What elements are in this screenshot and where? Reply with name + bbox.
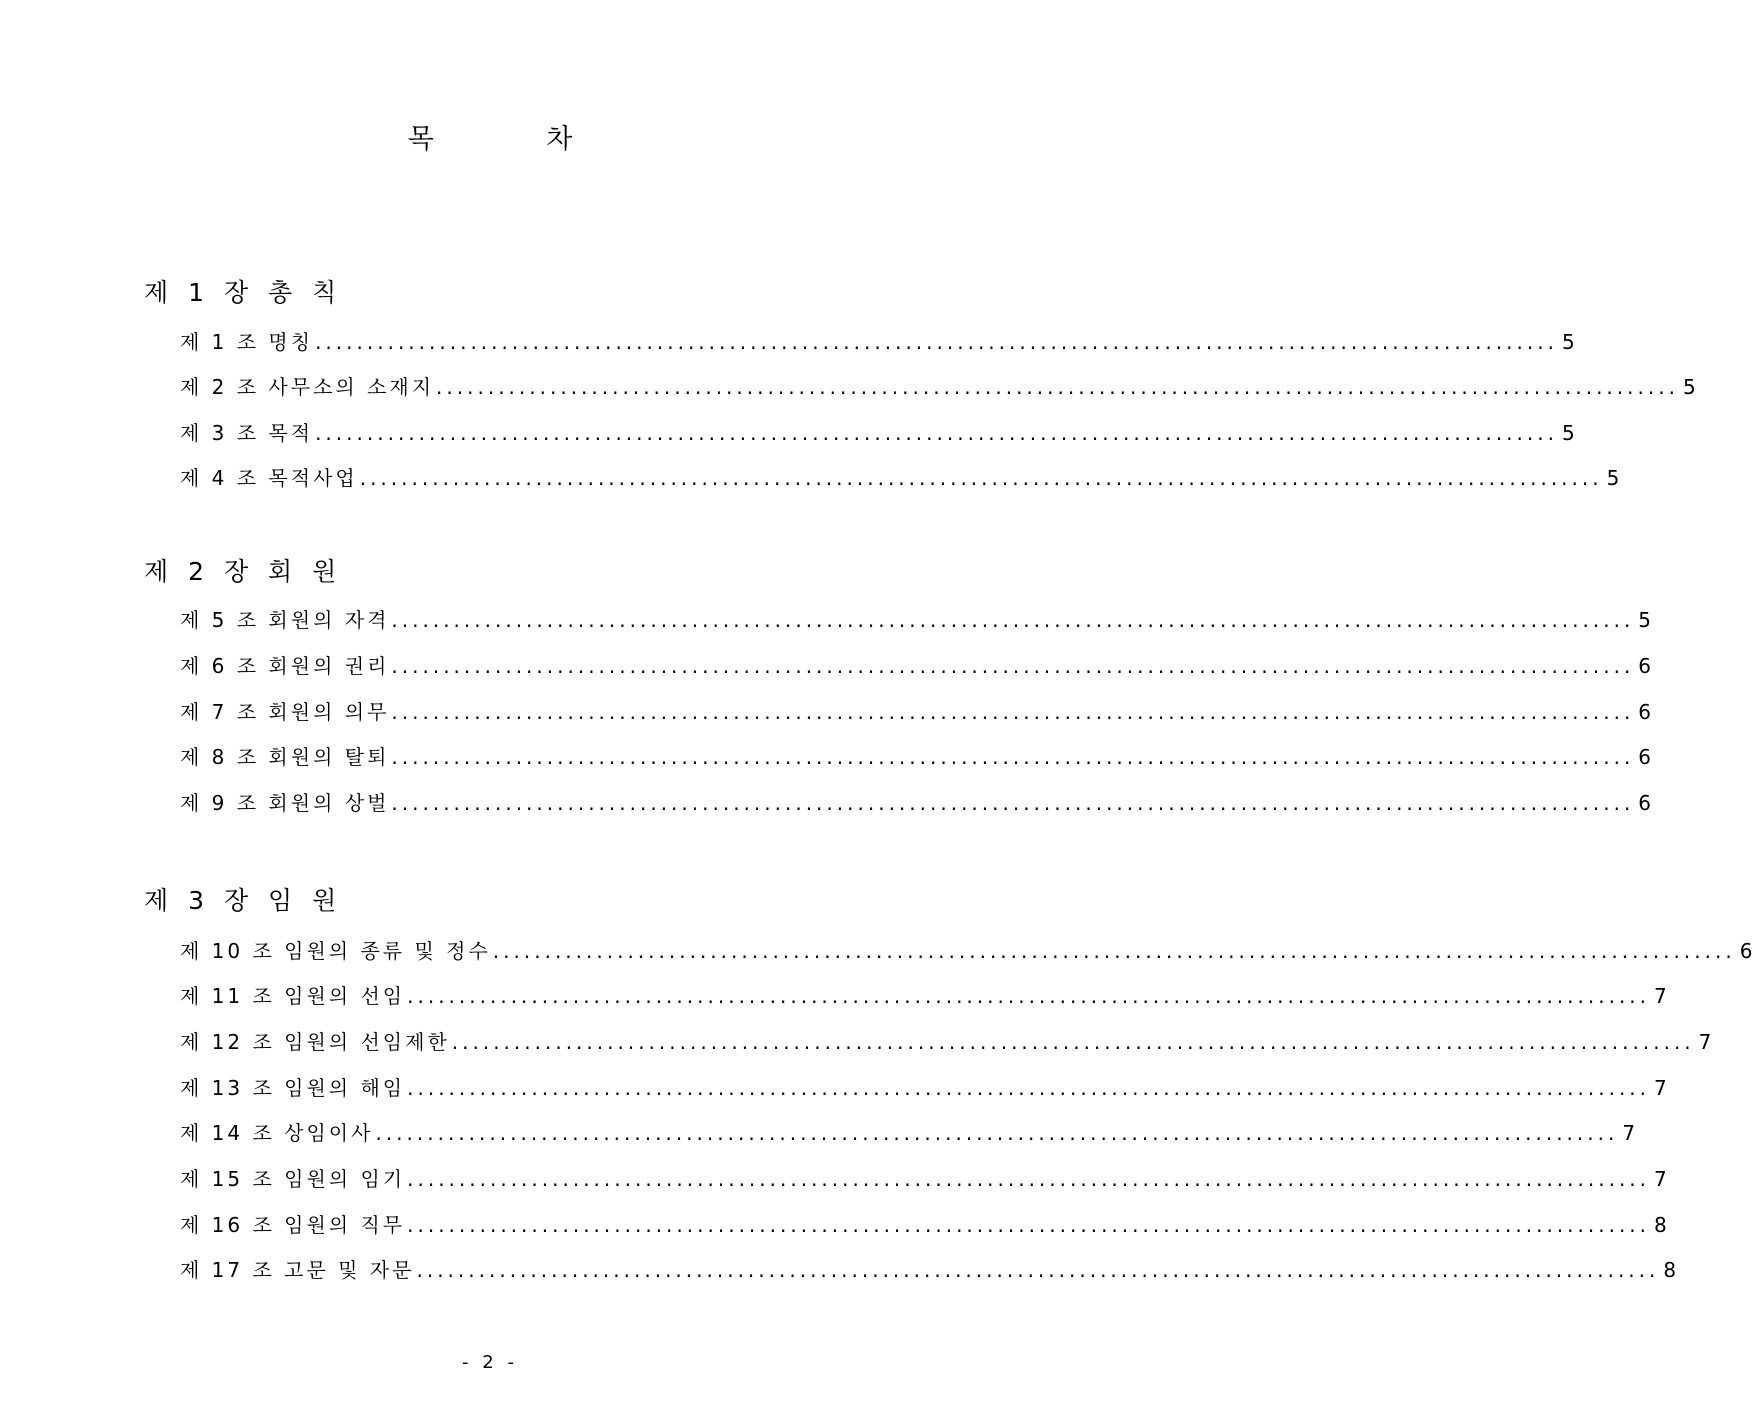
toc-entry[interactable] [180,606,1652,634]
dot-leader: ........................................................................................................................ [407,1076,1651,1100]
toc-entry-page: 7 [1654,1167,1667,1191]
toc-entry-label: 제 9 조 회원의 상벌 [180,791,390,815]
toc-entry-page: 6 [1638,654,1652,678]
dot-leader: ........................................................................................................................ [391,745,1635,769]
toc-entry-label: 제 5 조 회원의 자격 [180,608,390,632]
toc-entry-label: 제 3 조 목적 [180,421,314,445]
dot-leader: ........................................................................................................................ [436,375,1679,399]
toc-entry-label: 제 4 조 목적사업 [180,466,358,490]
toc-entry[interactable] [180,1028,1712,1056]
toc-entry[interactable] [180,373,1696,401]
dot-leader: ........................................................................................................................ [315,330,1558,354]
toc-entry[interactable] [180,1211,1667,1239]
toc-entry-page: 7 [1654,984,1667,1008]
toc-entry-page: 5 [1638,608,1652,632]
chapter-heading-3: 제 3 장 임 원 [144,886,343,915]
toc-entry[interactable] [180,419,1575,447]
toc-entry[interactable] [180,1074,1667,1102]
toc-entry[interactable] [180,982,1667,1010]
toc-entry-label: 제 11 조 임원의 선임 [180,984,406,1008]
toc-entry[interactable] [180,743,1652,771]
toc-entry[interactable] [180,1256,1677,1284]
chapter-heading-2: 제 2 장 회 원 [144,557,343,586]
toc-entry-page: 8 [1663,1258,1677,1282]
dot-leader: ........................................................................................................................ [359,466,1603,490]
toc-entry-label: 제 12 조 임원의 선임제한 [180,1030,450,1054]
dot-leader: ........................................................................................................................ [407,1167,1651,1191]
toc-entry[interactable] [180,464,1620,492]
toc-entry[interactable] [180,652,1652,680]
toc-entry[interactable] [180,1119,1636,1147]
toc-entry-label: 제 10 조 임원의 종류 및 정수 [180,939,491,963]
toc-entry[interactable] [180,937,1752,965]
dot-leader: ........................................................................................................................ [492,939,1736,963]
toc-entry[interactable] [180,328,1575,356]
toc-entry-label: 제 13 조 임원의 해임 [180,1076,406,1100]
toc-entry[interactable] [180,789,1652,817]
toc-entry-page: 5 [1561,330,1575,354]
dot-leader: ........................................................................................................................ [391,700,1635,724]
toc-entry-label: 제 17 조 고문 및 자문 [180,1258,415,1282]
toc-entry-page: 7 [1654,1076,1667,1100]
page-title: 목 차 [407,124,625,155]
dot-leader: ........................................................................................................................ [407,984,1651,1008]
toc-entry-page: 5 [1682,375,1696,399]
toc-entry-label: 제 7 조 회원의 의무 [180,700,390,724]
toc-entry-page: 8 [1654,1213,1667,1237]
toc-entry-label: 제 2 조 사무소의 소재지 [180,375,435,399]
dot-leader: ........................................................................................................................ [315,421,1558,445]
chapter-heading-1: 제 1 장 총 칙 [144,278,343,307]
dot-leader: ........................................................................................................................ [416,1258,1660,1282]
dot-leader: ........................................................................................................................ [375,1121,1619,1145]
toc-entry-label: 제 1 조 명칭 [180,330,314,354]
toc-entry-page: 7 [1698,1030,1712,1054]
dot-leader: ........................................................................................................................ [391,654,1635,678]
toc-entry-page: 6 [1739,939,1752,963]
toc-entry-label: 제 15 조 임원의 임기 [180,1167,406,1191]
toc-entry-page: 6 [1638,791,1652,815]
toc-entry-page: 5 [1561,421,1575,445]
toc-entry-page: 6 [1638,700,1652,724]
page-number-footer: - 2 - [462,1352,518,1373]
toc-entry-page: 7 [1622,1121,1636,1145]
dot-leader: ........................................................................................................................ [391,791,1635,815]
toc-entry[interactable] [180,1165,1667,1193]
toc-entry-label: 제 8 조 회원의 탈퇴 [180,745,390,769]
toc-entry[interactable] [180,698,1652,726]
toc-entry-page: 6 [1638,745,1652,769]
toc-entry-page: 5 [1606,466,1620,490]
toc-entry-label: 제 14 조 상임이사 [180,1121,374,1145]
dot-leader: ........................................................................................................................ [407,1213,1651,1237]
toc-entry-label: 제 16 조 임원의 직무 [180,1213,406,1237]
toc-entry-label: 제 6 조 회원의 권리 [180,654,390,678]
dot-leader: ........................................................................................................................ [391,608,1635,632]
dot-leader: ........................................................................................................................ [451,1030,1695,1054]
